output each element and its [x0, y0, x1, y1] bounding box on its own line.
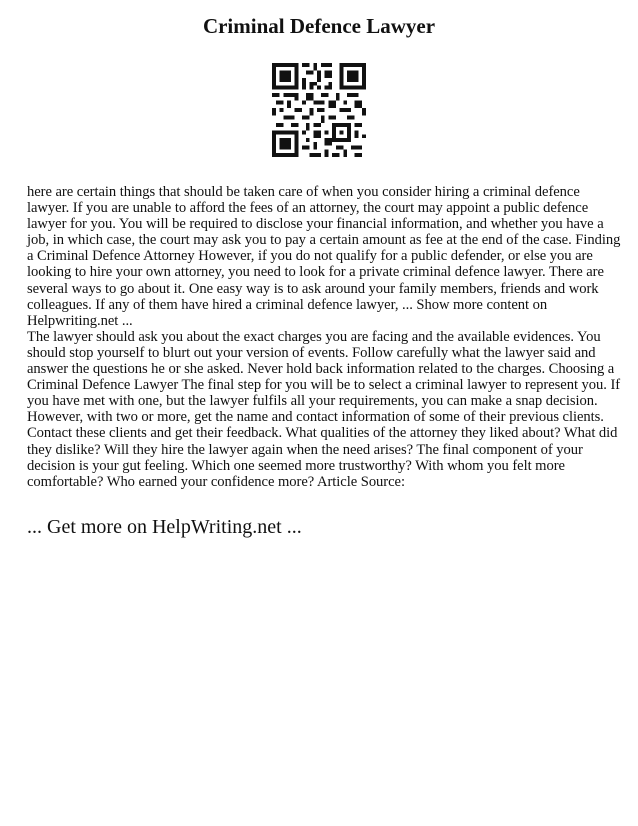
paragraph-2: The lawyer should ask you about the exact charges you are facing and the available evidences. You should stop yourself to blurt out your version of events. Follow carefully what the lawyer said and answer the questions he or she asked. Never hold back information related to the charges. Choosing a Criminal Defence Lawyer The final step for you will be to select a criminal lawyer to represent you. If you have met with one, but the lawyer fulfils all your requirements, you can make a snap decision. However, with two or more, get the name and contact information of some of their previous clients. Contact these clients and get their feedback. What qualities of the attorney they liked about? What did they dislike? Will they hire the lawyer again when the need arises? The final component of your decision is your gut feeling. Which one seemed more trustworthy? With whom you felt more comfortable? Who earned your confidence more? Article Source:: [27, 328, 621, 490]
qr-code-icon: [272, 63, 366, 157]
document-title: Criminal Defence Lawyer: [202, 14, 436, 38]
article-body: [27, 184, 621, 490]
paragraph-1: here are certain things that should be taken care of when you consider hiring a criminal defence lawyer. If you are unable to afford the fees of an attorney, the court may appoint a public defence lawyer for you. You will be required to disclose your financial information, and whether you have a job, in which case, the court may ask you to pay a certain amount as fee at the end of the case. Finding a Criminal Defence Attorney However, if you do not qualify for a public defender, or else you are looking to hire your own attorney, you need to look for a private criminal defence lawyer. There are several ways to go about it. One easy way is to ask around your family members, friends and work colleagues. If any of them have hired a criminal defence lawyer, ... Show more content on Helpwriting.net ...: [27, 184, 621, 329]
get-more-link[interactable]: ... Get more on HelpWriting.net ...: [27, 516, 302, 538]
